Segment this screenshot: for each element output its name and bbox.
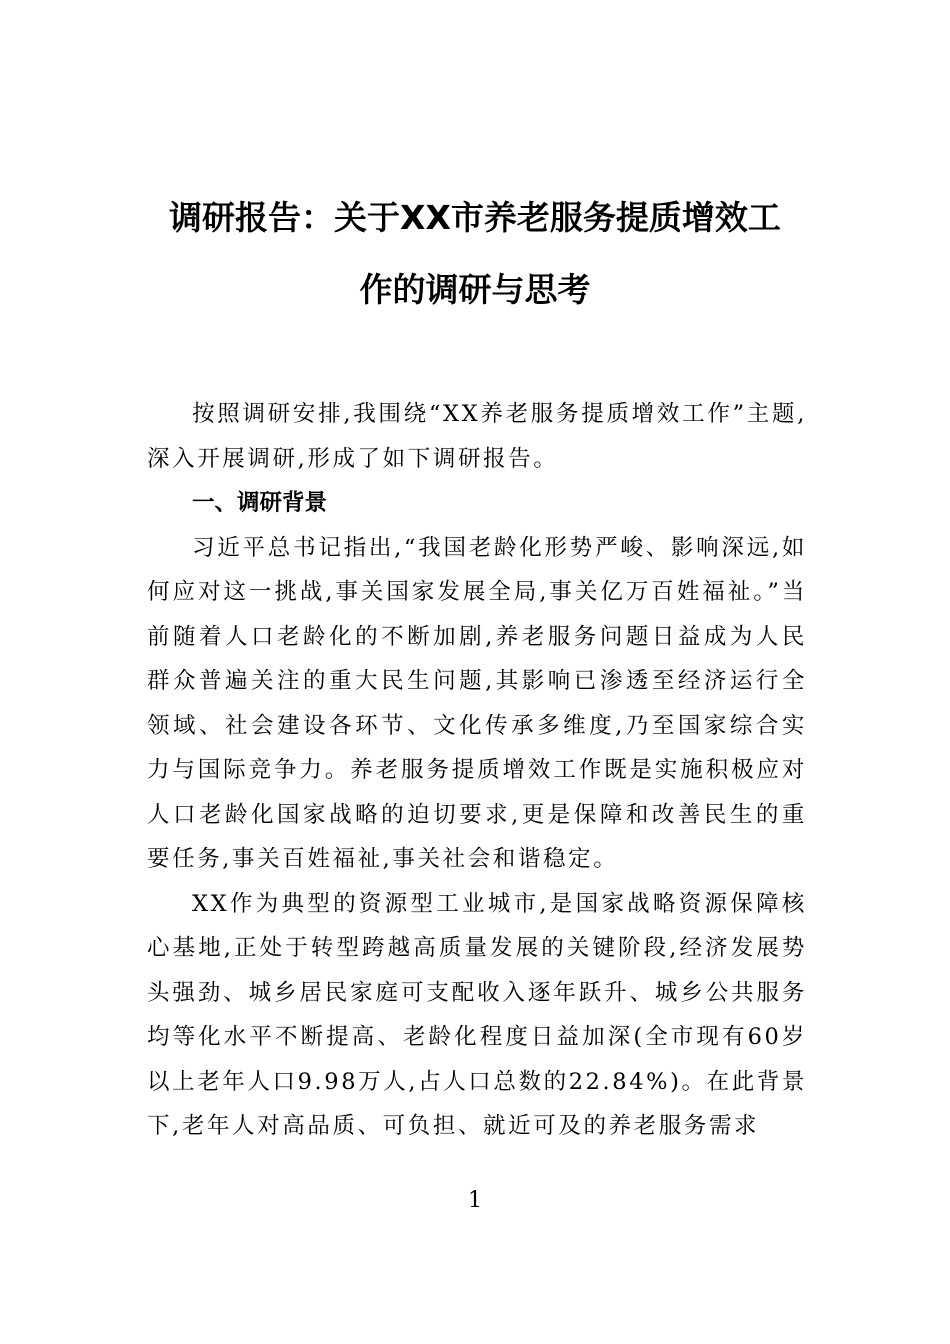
- body-paragraph: 习近平总书记指出,“我国老龄化形势严峻、影响深远,如何应对这一挑战,事关国家发展全局,事关亿万百姓福祉。”当前随着人口老龄化的不断加剧,养老服务问题日益成为人民群众普遍关注的重大民生问题,其影响已渗透至经济运行全领域、社会建设各环节、文化传承多维度,乃至国家综合实力与国际竞争力。养老服务提质增效工作既是实施积极应对人口老龄化国家战略的迫切要求,更是保障和改善民生的重要任务,事关百姓福祉,事关社会和谐稳定。: [147, 534, 807, 872]
- title-line-1: 调研报告：关于XX市养老服务提质增效工: [169, 198, 781, 237]
- document-title: [140, 182, 810, 326]
- document-body: [147, 392, 807, 1149]
- intro-paragraph: 按照调研安排,我围绕“XX养老服务提质增效工作”主题,深入开展调研,形成了如下调研报告。: [147, 401, 807, 472]
- body-paragraph: XX作为典型的资源型工业城市,是国家战略资源保障核心基地,正处于转型跨越高质量发展的关键阶段,经济发展势头强劲、城乡居民家庭可支配收入逐年跃升、城乡公共服务均等化水平不断提高、老龄化程度日益加深(全市现有60岁以上老年人口9.98万人,占人口总数的22.84%)。在此背景下,老年人对高品质、可负担、就近可及的养老服务需求: [147, 890, 807, 1139]
- title-line-2: 作的调研与思考: [359, 270, 591, 309]
- section-heading: 一、调研背景: [192, 490, 328, 516]
- page-number: 1: [468, 1188, 482, 1213]
